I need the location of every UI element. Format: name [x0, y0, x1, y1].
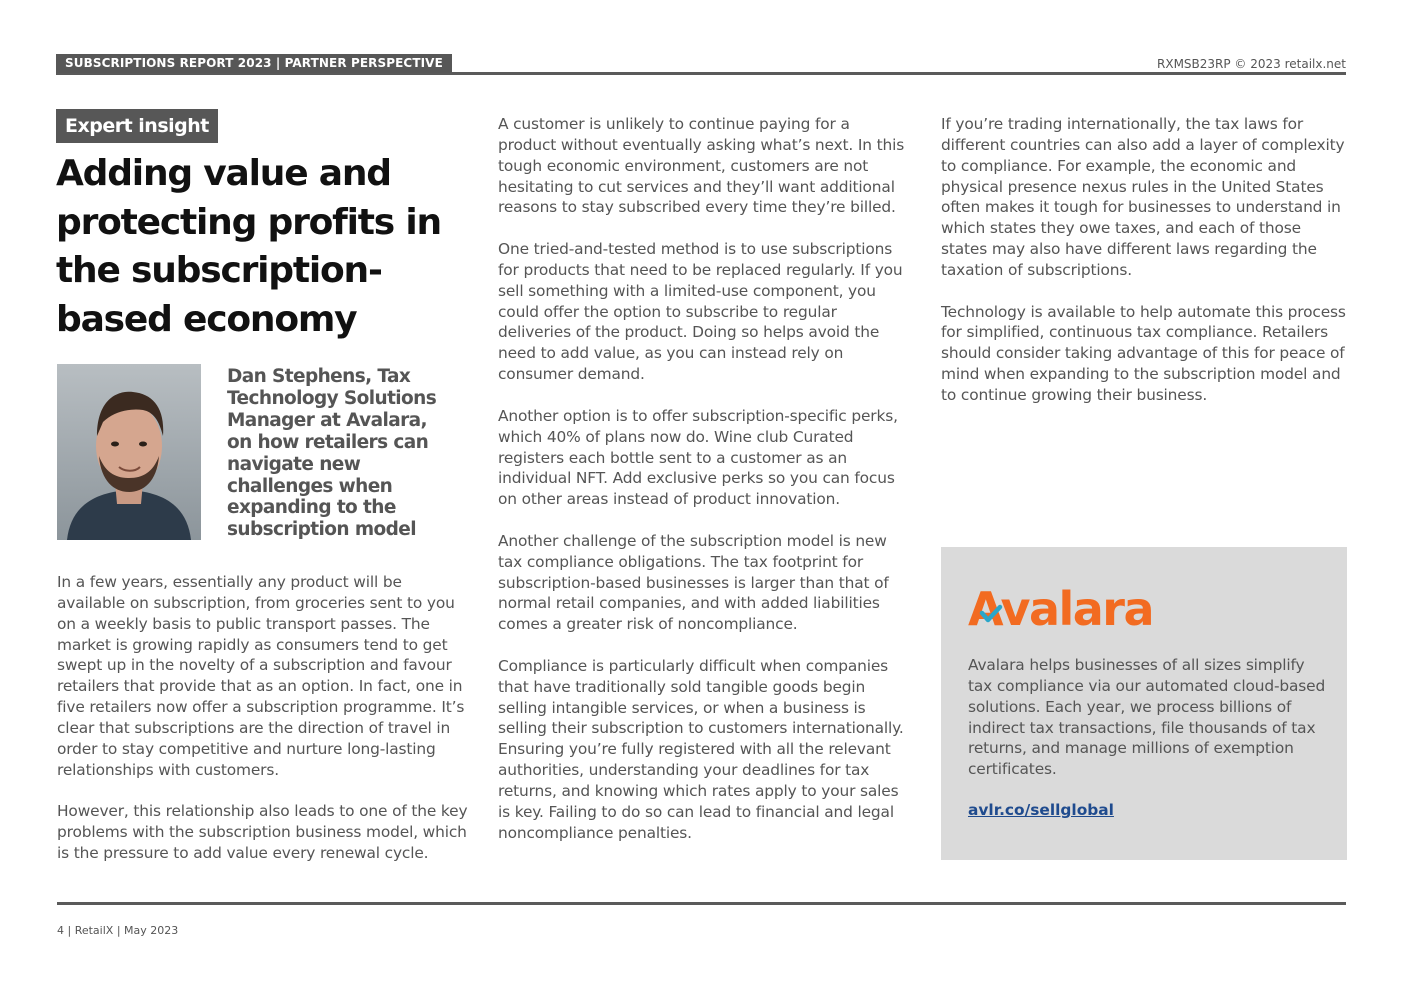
promo-description: Avalara helps businesses of all sizes simplify tax compliance via our automated cloud-based solutions. Each year, we process billions of indirect tax transactions, file thousands of tax returns, and manage millions of exemption certificates.	[968, 656, 1326, 779]
report-code: RXMSB23RP © 2023 retailx.net	[1157, 57, 1346, 71]
paragraph: If you’re trading internationally, the tax laws for different countries can also add a layer of complexity to compliance. For example, the economic and physical presence nexus rules in the United States often makes it tough for businesses to understand in which states they owe taxes, and each of those states may also have different laws regarding the taxation of subscriptions.	[941, 115, 1345, 279]
paragraph: Technology is available to help automate this process for simplified, continuous tax compliance. Retailers should consider taking advantage of this for peace of mind when expanding to the subscription model and to continue growing their business.	[941, 302, 1346, 404]
author-photo	[57, 364, 201, 540]
page-footer: 4 | RetailX | May 2023	[57, 924, 179, 937]
column-2	[498, 114, 908, 864]
column-1	[57, 572, 469, 885]
paragraph: Compliance is particularly difficult when companies that have traditionally sold tangible goods begin selling intangible services, or when a business is selling their subscription to customers internationally. Ensuring you’re fully registered with all the relevant authorities, understanding your deadlines for tax returns, and knowing which rates apply to your sales is key. Failing to do so can lead to financial and legal noncompliance penalties.	[498, 656, 904, 842]
paragraph: In a few years, essentially any product will be available on subscription, from groceries sent to you on a weekly basis to public transport passes. The market is growing rapidly as consumers tend to get swept up in the novelty of a subscription and favour retailers that provide that as an option. In fact, one in five retailers now offer a subscription programme. It’s clear that subscriptions are the direction of travel in order to stay competitive and nurture long-lasting relationships with customers.	[57, 573, 465, 779]
expert-insight-badge: Expert insight	[56, 109, 218, 143]
svg-text:Avalara: Avalara	[968, 585, 1154, 633]
promo-link[interactable]: avlr.co/sellglobal	[968, 801, 1114, 819]
article-title: Adding value and protecting profits in the subscription-based economy	[56, 153, 441, 340]
author-byline: Dan Stephens, Tax Technology Solutions Manager at Avalara, on how retailers can navigate new challenges when expanding to the subscription model	[227, 366, 437, 541]
avalara-promo-box	[941, 547, 1347, 860]
footer-rule	[57, 902, 1346, 905]
report-section-tag: SUBSCRIPTIONS REPORT 2023 | PARTNER PERSPECTIVE	[56, 54, 452, 73]
column-3	[941, 114, 1351, 427]
avalara-logo	[968, 585, 1168, 638]
paragraph: One tried-and-tested method is to use subscriptions for products that need to be replaced regularly. If you sell something with a limited-use component, you could offer the option to subscribe to regular deliveries of the product. Doing so helps avoid the need to add value, as you can instead rely on consumer demand.	[498, 240, 903, 384]
paragraph: Another option is to offer subscription-specific perks, which 40% of plans now do. Wine club Curated registers each bottle sent to a customer as an individual NFT. Add exclusive perks so you can focus on other areas instead of product innovation.	[498, 406, 898, 509]
paragraph: A customer is unlikely to continue paying for a product without eventually asking what’s next. In this tough economic environment, customers are not hesitating to cut services and they’ll want additional reasons to stay subscribed every time they’re billed.	[498, 115, 905, 217]
paragraph: However, this relationship also leads to one of the key problems with the subscription business model, which is the pressure to add value every renewal cycle.	[57, 802, 468, 862]
paragraph: Another challenge of the subscription model is new tax compliance obligations. The tax footprint for subscription-based businesses is larger than that of normal retail companies, and with added liabilities comes a greater risk of noncompliance.	[498, 531, 889, 634]
